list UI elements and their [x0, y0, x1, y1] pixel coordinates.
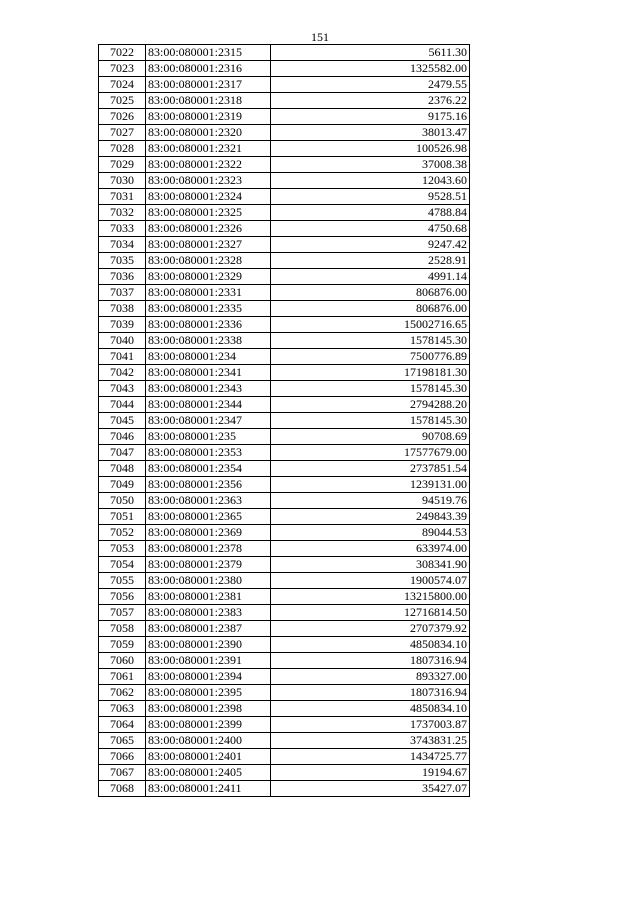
table-row: [99, 349, 470, 365]
row-number-cell: 7028: [99, 141, 146, 157]
value-cell: 1807316.94: [271, 653, 470, 669]
table-row: [99, 173, 470, 189]
row-number-cell: 7043: [99, 381, 146, 397]
table-row: [99, 557, 470, 573]
row-number-cell: 7068: [99, 781, 146, 797]
value-cell: 2794288.20: [271, 397, 470, 413]
table-row: [99, 461, 470, 477]
row-number-cell: 7064: [99, 717, 146, 733]
cadastral-number-cell: 83:00:080001:2327: [146, 237, 271, 253]
value-cell: 9528.51: [271, 189, 470, 205]
value-cell: 4850834.10: [271, 701, 470, 717]
value-cell: 94519.76: [271, 493, 470, 509]
table-row: [99, 541, 470, 557]
value-cell: 9247.42: [271, 237, 470, 253]
cadastral-number-cell: 83:00:080001:2353: [146, 445, 271, 461]
table-row: [99, 397, 470, 413]
cadastral-number-cell: 83:00:080001:2395: [146, 685, 271, 701]
cadastral-number-cell: 83:00:080001:2411: [146, 781, 271, 797]
table-row: [99, 765, 470, 781]
table-row: [99, 285, 470, 301]
value-cell: 893327.00: [271, 669, 470, 685]
table-row: [99, 525, 470, 541]
row-number-cell: 7045: [99, 413, 146, 429]
row-number-cell: 7067: [99, 765, 146, 781]
row-number-cell: 7031: [99, 189, 146, 205]
value-cell: 17577679.00: [271, 445, 470, 461]
table-row: [99, 301, 470, 317]
table-row: [99, 781, 470, 797]
cadastral-number-cell: 83:00:080001:2322: [146, 157, 271, 173]
table-row: [99, 93, 470, 109]
table-row: [99, 621, 470, 637]
table-row: [99, 445, 470, 461]
row-number-cell: 7040: [99, 333, 146, 349]
row-number-cell: 7051: [99, 509, 146, 525]
value-cell: 1807316.94: [271, 685, 470, 701]
row-number-cell: 7024: [99, 77, 146, 93]
value-cell: 2528.91: [271, 253, 470, 269]
table-row: [99, 429, 470, 445]
value-cell: 89044.53: [271, 525, 470, 541]
table-row: [99, 493, 470, 509]
cadastral-number-cell: 83:00:080001:2326: [146, 221, 271, 237]
value-cell: 38013.47: [271, 125, 470, 141]
row-number-cell: 7034: [99, 237, 146, 253]
cadastral-number-cell: 83:00:080001:2341: [146, 365, 271, 381]
cadastral-number-cell: 83:00:080001:2379: [146, 557, 271, 573]
cadastral-number-cell: 83:00:080001:2401: [146, 749, 271, 765]
table-row: [99, 221, 470, 237]
table-row: [99, 749, 470, 765]
row-number-cell: 7026: [99, 109, 146, 125]
cadastral-number-cell: 83:00:080001:2365: [146, 509, 271, 525]
value-cell: 2737851.54: [271, 461, 470, 477]
row-number-cell: 7041: [99, 349, 146, 365]
table-row: [99, 717, 470, 733]
cadastral-number-cell: 83:00:080001:2363: [146, 493, 271, 509]
value-cell: 1578145.30: [271, 381, 470, 397]
table-row: [99, 333, 470, 349]
table-row: [99, 77, 470, 93]
cadastral-number-cell: 83:00:080001:2387: [146, 621, 271, 637]
value-cell: 7500776.89: [271, 349, 470, 365]
table-row: [99, 237, 470, 253]
cadastral-number-cell: 83:00:080001:2380: [146, 573, 271, 589]
cadastral-number-cell: 83:00:080001:2381: [146, 589, 271, 605]
value-cell: 5611.30: [271, 45, 470, 61]
cadastral-number-cell: 83:00:080001:2335: [146, 301, 271, 317]
table-row: [99, 733, 470, 749]
value-cell: 633974.00: [271, 541, 470, 557]
table-row: [99, 205, 470, 221]
row-number-cell: 7030: [99, 173, 146, 189]
cadastral-number-cell: 83:00:080001:2394: [146, 669, 271, 685]
table-row: [99, 269, 470, 285]
value-cell: 100526.98: [271, 141, 470, 157]
cadastral-number-cell: 83:00:080001:2354: [146, 461, 271, 477]
cadastral-number-cell: 83:00:080001:2400: [146, 733, 271, 749]
value-cell: 35427.07: [271, 781, 470, 797]
row-number-cell: 7046: [99, 429, 146, 445]
row-number-cell: 7056: [99, 589, 146, 605]
table-row: [99, 605, 470, 621]
row-number-cell: 7053: [99, 541, 146, 557]
value-cell: 4991.14: [271, 269, 470, 285]
table-row: [99, 189, 470, 205]
row-number-cell: 7023: [99, 61, 146, 77]
value-cell: 9175.16: [271, 109, 470, 125]
cadastral-number-cell: 83:00:080001:2405: [146, 765, 271, 781]
value-cell: 1434725.77: [271, 749, 470, 765]
row-number-cell: 7042: [99, 365, 146, 381]
table-row: [99, 589, 470, 605]
row-number-cell: 7033: [99, 221, 146, 237]
cadastral-number-cell: 83:00:080001:2378: [146, 541, 271, 557]
cadastral-number-cell: 83:00:080001:2369: [146, 525, 271, 541]
row-number-cell: 7032: [99, 205, 146, 221]
cadastral-number-cell: 83:00:080001:235: [146, 429, 271, 445]
cadastral-number-cell: 83:00:080001:2323: [146, 173, 271, 189]
row-number-cell: 7044: [99, 397, 146, 413]
row-number-cell: 7066: [99, 749, 146, 765]
table-row: [99, 365, 470, 381]
row-number-cell: 7062: [99, 685, 146, 701]
row-number-cell: 7036: [99, 269, 146, 285]
value-cell: 2479.55: [271, 77, 470, 93]
value-cell: 806876.00: [271, 285, 470, 301]
cadastral-number-cell: 83:00:080001:2356: [146, 477, 271, 493]
cadastral-number-cell: 83:00:080001:2399: [146, 717, 271, 733]
cadastral-number-cell: 83:00:080001:2390: [146, 637, 271, 653]
value-cell: 15002716.65: [271, 317, 470, 333]
cadastral-number-cell: 83:00:080001:2391: [146, 653, 271, 669]
row-number-cell: 7038: [99, 301, 146, 317]
cadastral-number-cell: 83:00:080001:2321: [146, 141, 271, 157]
value-cell: 12043.60: [271, 173, 470, 189]
cadastral-number-cell: 83:00:080001:2315: [146, 45, 271, 61]
cadastral-table: [98, 44, 470, 797]
value-cell: 13215800.00: [271, 589, 470, 605]
cadastral-number-cell: 83:00:080001:2329: [146, 269, 271, 285]
row-number-cell: 7047: [99, 445, 146, 461]
value-cell: 17198181.30: [271, 365, 470, 381]
value-cell: 2707379.92: [271, 621, 470, 637]
table-row: [99, 381, 470, 397]
row-number-cell: 7065: [99, 733, 146, 749]
cadastral-number-cell: 83:00:080001:2318: [146, 93, 271, 109]
value-cell: 1578145.30: [271, 413, 470, 429]
row-number-cell: 7035: [99, 253, 146, 269]
row-number-cell: 7050: [99, 493, 146, 509]
table-row: [99, 157, 470, 173]
table-row: [99, 253, 470, 269]
table-row: [99, 125, 470, 141]
cadastral-number-cell: 83:00:080001:2383: [146, 605, 271, 621]
cadastral-number-cell: 83:00:080001:2331: [146, 285, 271, 301]
table-row: [99, 637, 470, 653]
value-cell: 12716814.50: [271, 605, 470, 621]
table-row: [99, 669, 470, 685]
row-number-cell: 7052: [99, 525, 146, 541]
value-cell: 249843.39: [271, 509, 470, 525]
value-cell: 1578145.30: [271, 333, 470, 349]
row-number-cell: 7049: [99, 477, 146, 493]
cadastral-number-cell: 83:00:080001:2316: [146, 61, 271, 77]
row-number-cell: 7055: [99, 573, 146, 589]
value-cell: 1239131.00: [271, 477, 470, 493]
value-cell: 1900574.07: [271, 573, 470, 589]
row-number-cell: 7039: [99, 317, 146, 333]
value-cell: 37008.38: [271, 157, 470, 173]
cadastral-number-cell: 83:00:080001:2338: [146, 333, 271, 349]
table-row: [99, 413, 470, 429]
table-row: [99, 573, 470, 589]
table-row: [99, 685, 470, 701]
value-cell: 19194.67: [271, 765, 470, 781]
cadastral-number-cell: 83:00:080001:2320: [146, 125, 271, 141]
cadastral-number-cell: 83:00:080001:2343: [146, 381, 271, 397]
row-number-cell: 7060: [99, 653, 146, 669]
cadastral-number-cell: 83:00:080001:2317: [146, 77, 271, 93]
cadastral-number-cell: 83:00:080001:2398: [146, 701, 271, 717]
row-number-cell: 7054: [99, 557, 146, 573]
row-number-cell: 7029: [99, 157, 146, 173]
row-number-cell: 7022: [99, 45, 146, 61]
table-row: [99, 477, 470, 493]
table-row: [99, 653, 470, 669]
row-number-cell: 7057: [99, 605, 146, 621]
row-number-cell: 7025: [99, 93, 146, 109]
cadastral-number-cell: 83:00:080001:234: [146, 349, 271, 365]
value-cell: 3743831.25: [271, 733, 470, 749]
cadastral-number-cell: 83:00:080001:2325: [146, 205, 271, 221]
table-row: [99, 509, 470, 525]
table-row: [99, 141, 470, 157]
value-cell: 2376.22: [271, 93, 470, 109]
page-number: 151: [311, 30, 329, 44]
row-number-cell: 7058: [99, 621, 146, 637]
value-cell: 1737003.87: [271, 717, 470, 733]
table-row: [99, 45, 470, 61]
value-cell: 308341.90: [271, 557, 470, 573]
value-cell: 806876.00: [271, 301, 470, 317]
row-number-cell: 7061: [99, 669, 146, 685]
row-number-cell: 7059: [99, 637, 146, 653]
table-row: [99, 61, 470, 77]
row-number-cell: 7037: [99, 285, 146, 301]
table-row: [99, 109, 470, 125]
value-cell: 4750.68: [271, 221, 470, 237]
value-cell: 4788.84: [271, 205, 470, 221]
table-row: [99, 701, 470, 717]
table-row: [99, 317, 470, 333]
cadastral-number-cell: 83:00:080001:2344: [146, 397, 271, 413]
row-number-cell: 7027: [99, 125, 146, 141]
cadastral-number-cell: 83:00:080001:2319: [146, 109, 271, 125]
cadastral-number-cell: 83:00:080001:2336: [146, 317, 271, 333]
cadastral-number-cell: 83:00:080001:2324: [146, 189, 271, 205]
value-cell: 4850834.10: [271, 637, 470, 653]
table-body: [99, 45, 470, 797]
row-number-cell: 7063: [99, 701, 146, 717]
row-number-cell: 7048: [99, 461, 146, 477]
cadastral-number-cell: 83:00:080001:2347: [146, 413, 271, 429]
value-cell: 1325582.00: [271, 61, 470, 77]
value-cell: 90708.69: [271, 429, 470, 445]
cadastral-number-cell: 83:00:080001:2328: [146, 253, 271, 269]
